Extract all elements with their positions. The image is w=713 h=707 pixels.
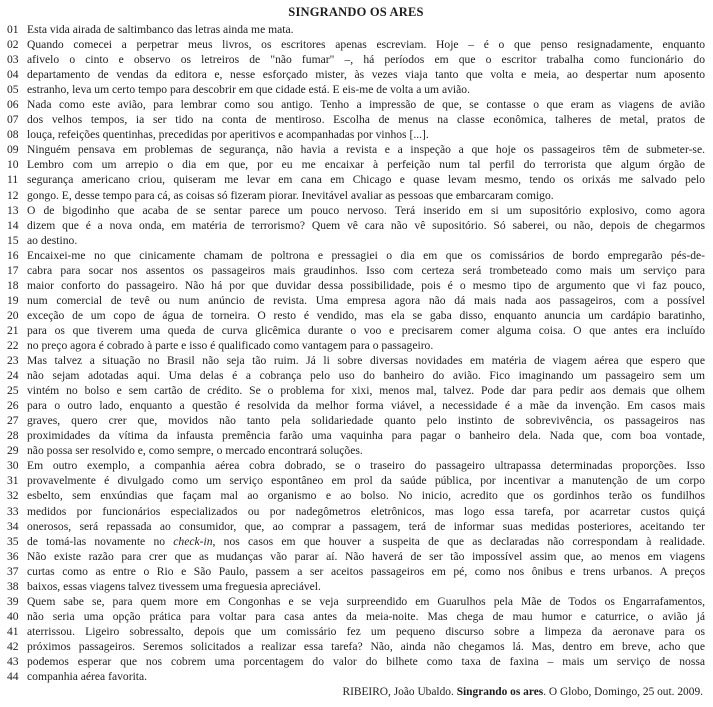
line-text: gongo. E, desse tempo para cá, as coisas só fizeram piorar. Inevitável avaliar as pessoas que embarcaram comigo.	[27, 188, 554, 202]
citation-work-title: Singrando os ares	[456, 686, 544, 699]
line-text: exceção de um copo de água de torneira. O resto é vendido, mas ela se gaba disso, enquanto anuncia um cardápio baratinho,	[27, 308, 705, 322]
line-text: afivelo o cinto e observo os letreiros de "não fumar" –, há períodos em que o escritor trabalha como funcionário do	[27, 53, 705, 67]
text-line	[7, 564, 705, 579]
line-text: para os que tiverem uma queda de curva glicêmica durante o voo e precisarem comer alguma coisa. O que antes era incluído	[27, 323, 705, 337]
line-text: louça, refeições quentinhas, precedidas por aperitivos e acompanhadas por vinhos [...].	[27, 128, 429, 142]
line-text: para o outro lado, enquanto a questão é resolvida da melhor forma viável, a necessidade é a mãe da invenção. Em casos mais	[27, 399, 705, 413]
line-number: 36	[7, 549, 19, 563]
citation	[7, 685, 705, 700]
line-number: 20	[7, 308, 19, 322]
text-line	[7, 594, 705, 609]
line-number: 16	[7, 248, 19, 262]
text-line	[7, 263, 705, 278]
line-text: Mas talvez a situação no Brasil não seja tão ruim. Já li sobre diversas novidades em matéria de viagem aérea que espero que	[27, 354, 705, 368]
line-text: não sejam adotadas aqui. Uma delas é a cobrança pelo uso do banheiro do avião. Fico imaginando um passageiro sem um	[27, 369, 705, 383]
line-number: 06	[7, 98, 19, 112]
text-line	[7, 142, 705, 157]
text-line	[7, 549, 705, 564]
text-line	[7, 368, 705, 383]
line-text: curtas como as entre o Rio e São Paulo, passem a ser aceitos passageiros em pé, como nos ônibus e trens urbanos. A preços	[27, 564, 705, 578]
line-number: 18	[7, 278, 19, 292]
text-line	[7, 624, 705, 639]
citation-author: RIBEIRO, João Ubaldo.	[342, 686, 457, 699]
line-text: dos velhos tempos, ia ser tido na conta de mentiroso. Escolha de menus na classe econômica, talheres de metal, pratos de	[27, 113, 705, 127]
line-text: de tomá-las novamente no check-in, nos casos em que houver a suspeita de que as declaradas não correspondam à realidade.	[27, 534, 705, 548]
text-line	[7, 534, 705, 549]
line-number: 11	[7, 173, 19, 187]
text-line	[7, 338, 705, 353]
page-title: SINGRANDO OS ARES	[288, 5, 424, 19]
line-number: 25	[7, 384, 19, 398]
line-text: dizem que é a nova onda, em matéria de terrorismo? Quem vê cara não vê supositório. Só saberei, ou não, depois de chegarmos	[27, 218, 705, 232]
line-number: 37	[7, 564, 19, 578]
line-number: 19	[7, 293, 19, 307]
line-number: 44	[7, 670, 19, 684]
line-text: O de bigodinho que acaba de se sentar parece um pouco nervoso. Terá inserido em si um supositório explosivo, como agora	[27, 203, 705, 217]
text-line	[7, 278, 705, 293]
line-number: 27	[7, 414, 19, 428]
text-line	[7, 203, 705, 218]
text-line	[7, 112, 705, 127]
text-line	[7, 67, 705, 82]
text-line	[7, 609, 705, 624]
line-number: 38	[7, 579, 19, 593]
text-line	[7, 323, 705, 338]
line-text: podemos esperar que nos cobrem uma porcentagem do valor do bilhete como taxa de faxina – mais um serviço de nossa	[27, 654, 705, 668]
line-text: Encaixei-me no que cinicamente chamam de poltrona e pressagiei o dia em que os comissários de bordo empregarão pés-de-	[27, 248, 705, 262]
line-text: maior conforto do passageiro. Não há por que duvidar dessa possibilidade, pois é o mesmo tipo de argumento que vi faz pouco,	[27, 278, 705, 292]
text-line	[7, 37, 705, 52]
line-number: 29	[7, 444, 19, 458]
text-line	[7, 172, 705, 187]
line-number: 08	[7, 128, 19, 142]
line-number: 41	[7, 624, 19, 638]
line-number: 30	[7, 459, 19, 473]
line-number: 13	[7, 203, 19, 217]
line-number: 07	[7, 113, 19, 127]
line-text: não possa ser resolvido e, como sempre, o mercado encontrará soluções.	[27, 444, 363, 458]
line-text: estranho, leva um certo tempo para descobrir em que cidade está. E eis-me de volta a um avião.	[27, 83, 470, 97]
line-text: esbelto, sem enxúndias que façam mal ao organismo e ao bolso. No inicio, acredito que os gordinhos terão os fundilhos	[27, 489, 705, 503]
line-text: Esta vida airada de saltimbanco das letras ainda me mata.	[27, 23, 294, 36]
line-number: 17	[7, 263, 19, 277]
line-number: 05	[7, 83, 19, 97]
text-lines	[7, 22, 705, 684]
text-line	[7, 383, 705, 398]
line-number: 02	[7, 38, 19, 52]
text-line	[7, 443, 705, 458]
text-line	[7, 413, 705, 428]
line-text: onerosos, será repassada ao consumidor, que, ao comprar a passagem, terá de informar suas medidas posteriores, aceitando ter	[27, 519, 705, 533]
line-number: 22	[7, 338, 19, 352]
line-text: baixos, essas viagens talvez tivessem uma freguesia apreciável.	[27, 579, 321, 593]
text-line	[7, 428, 705, 443]
line-number: 01	[7, 23, 19, 36]
line-number: 15	[7, 233, 19, 247]
text-line	[7, 519, 705, 534]
line-text: proximidades da vítima da infausta premência farão uma vaquinha para pagar o banheiro dela. Nada que, com boa vontade,	[27, 429, 705, 443]
line-text: Quem sabe se, para quem more em Congonhas e se veja surpreendido em Guarulhos pela Mãe de Todos os Engarrafamentos,	[27, 594, 705, 608]
line-text: num comercial de tevê ou num anúncio de revista. Uma empresa agora não dá mais nada aos passageiros, com a possível	[27, 293, 705, 307]
text-line	[7, 233, 705, 248]
line-number: 32	[7, 489, 19, 503]
line-number: 24	[7, 369, 19, 383]
line-number: 23	[7, 354, 19, 368]
text-line	[7, 488, 705, 503]
line-text: vintém no bolso e sem cartão de crédito. Se o problema for xixi, menos mal, talvez. Pode dar para pedir aos demais que olhem	[27, 384, 705, 398]
line-number: 21	[7, 323, 19, 337]
text-line	[7, 504, 705, 519]
line-number: 35	[7, 534, 19, 548]
text-line	[7, 579, 705, 594]
text-line	[7, 473, 705, 488]
line-text: ao destino.	[27, 233, 78, 247]
line-number: 12	[7, 188, 19, 202]
text-line	[7, 669, 705, 684]
line-text: graves, quero crer que, movidos não tanto pela solidariedade quanto pelo instinto de sobrevivência, os passageiros nas	[27, 414, 705, 428]
text-line	[7, 52, 705, 67]
line-number: 10	[7, 158, 19, 172]
line-number: 43	[7, 654, 19, 668]
text-line	[7, 188, 705, 203]
text-line	[7, 97, 705, 112]
line-text: Ninguém pensava em problemas de segurança, não havia a revista e a inspeção a que hoje os passageiros têm de submeter-se.	[27, 143, 705, 157]
line-number: 34	[7, 519, 19, 533]
line-number: 33	[7, 504, 19, 518]
line-text: cabra para socar nos assentos os passageiros mais graudinhos. Isso com certeza será trombeteado como mais um serviço para	[27, 263, 705, 277]
text-line	[7, 82, 705, 97]
text-line	[7, 654, 705, 669]
text-line	[7, 218, 705, 233]
line-number: 26	[7, 399, 19, 413]
line-number: 28	[7, 429, 19, 443]
line-text: departamento de vendas da editora e, nesse esforçado mister, às vezes viaja tanto que volta e meia, ao despertar num aposento	[27, 68, 705, 82]
line-text: provavelmente é divulgado como um serviço espontâneo em prol da saúde pública, por incentivar a manutenção de um corpo	[27, 474, 705, 488]
text-line	[7, 293, 705, 308]
text-line	[7, 639, 705, 654]
line-number: 39	[7, 594, 19, 608]
line-number: 09	[7, 143, 19, 157]
line-text: Em outro exemplo, a companhia aérea cobra dobrado, se o traseiro do passageiro ultrapassa determinadas proporções. Isso	[27, 459, 705, 473]
line-text: Não existe razão para crer que as mudanças vão parar aí. Não haverá de ser tão impossível assim que, ao menos em viagens	[27, 549, 705, 563]
text-line	[7, 353, 705, 368]
text-line	[7, 127, 705, 142]
line-number: 40	[7, 609, 19, 623]
line-number: 31	[7, 474, 19, 488]
line-text: companhia aérea favorita.	[27, 670, 148, 684]
line-text: Nada como este avião, para lembrar como sou antigo. Tenho a impressão de que, se contasse o que eram as viagens de avião	[27, 98, 705, 112]
line-number: 04	[7, 68, 19, 82]
line-text: aterrissou. Ligeiro sobressalto, depois que um comissário fez um pequeno discurso sobre a limpeza da aeronave para os	[27, 624, 705, 638]
text-line	[7, 22, 705, 37]
line-text: medidos por funcionários especializados ou por nadegômetros eletrônicos, mas logo essa tarefa, por acarretar custos quiçá	[27, 504, 705, 518]
citation-source: . O Globo, Domingo, 25 out. 2009.	[543, 686, 703, 699]
line-text: segurança americano criou, quiseram me levar em cana em Chicago e quase levam mesmo, tendo os orixás me salvado pelo	[27, 173, 705, 187]
line-text: Quando comecei a perpetrar meus livros, os escritores apenas escreviam. Hoje – é o que penso resignadamente, enquanto	[27, 38, 705, 52]
line-text: não seria uma opção prática para voltar para casa antes da meia-noite. Mas chega de mau humor e caturrice, o avião já	[27, 609, 705, 623]
text-line	[7, 157, 705, 172]
line-number: 03	[7, 53, 19, 67]
text-line	[7, 248, 705, 263]
text-line	[7, 308, 705, 323]
text-line	[7, 398, 705, 413]
line-number: 42	[7, 639, 19, 653]
line-text: Lembro com um arrepio o dia em que, por eu me encaixar à perfeição num tal perfil do terrorista que algum órgão de	[27, 158, 705, 172]
line-number: 14	[7, 218, 19, 232]
line-text: no preço agora é cobrado à parte e isso é qualificado como vantagem para o passageiro.	[27, 338, 434, 352]
text-line	[7, 458, 705, 473]
line-text: próximos passageiros. Seremos solicitados a realizar essa tarefa? Não, ainda não chegamos lá. Mas, dentro em breve, acho que	[27, 639, 705, 653]
